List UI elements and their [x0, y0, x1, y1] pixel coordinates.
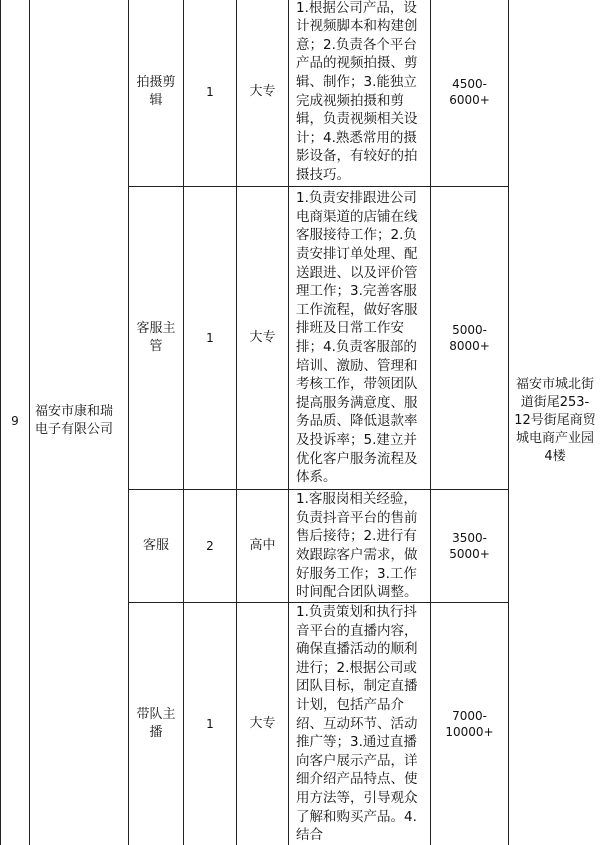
job-count: 2 [184, 490, 237, 603]
job-education: 大专 [237, 0, 289, 187]
table-row [1, 0, 601, 187]
job-title: 客服主管 [129, 187, 184, 490]
job-salary: 3500-5000+ [431, 490, 509, 603]
job-count: 1 [184, 0, 237, 187]
job-description: 1.负责安排跟进公司电商渠道的店铺在线客服接待工作；2.负责安排订单处理、配送跟进、以及评价管理工作；3.完善客服工作流程，做好客服排班及日常工作安排；4.负责客服部的培训、激励、管理和考核工作，带领团队提高服务满意度、服务品质、降低退款率及投诉率；5.建立并优化客户服务流程及体系。 [289, 187, 431, 490]
job-salary: 4500-6000+ [431, 0, 509, 187]
job-title: 拍摄剪辑 [129, 0, 184, 187]
job-description: 1.负责策划和执行抖音平台的直播内容，确保直播活动的顺利进行；2.根据公司或团队目标，制定直播计划，包括产品介绍、互动环节、活动推广等；3.通过直播向客户展示产品，详细介绍产品特点、使用方法等，引导观众了解和购买产品。4.结合 [289, 603, 431, 845]
job-title: 客服 [129, 490, 184, 603]
job-education: 大专 [237, 187, 289, 490]
job-description: 1.根据公司产品，设计视频脚本和构建创意；2.负责各个平台产品的视频拍摄、剪辑、制作；3.能独立完成视频拍摄和剪辑，负责视频相关设计；4.熟悉常用的摄影设备，有较好的拍摄技巧。 [289, 0, 431, 187]
job-description: 1.客服岗相关经验，负责抖音平台的售前售后接待；2.进行有效跟踪客户需求，做好服务工作；3.工作时间配合团队调整。 [289, 490, 431, 603]
job-title: 带队主播 [129, 603, 184, 845]
work-address: 福安市城北街道街尾253-12号街尾商贸城电商产业园4楼 [509, 0, 601, 845]
job-count: 1 [184, 187, 237, 490]
job-education: 大专 [237, 603, 289, 845]
job-salary: 7000-10000+ [431, 603, 509, 845]
row-index: 9 [1, 0, 30, 845]
company-name: 福安市康和瑞电子有限公司 [30, 0, 129, 845]
job-count: 1 [184, 603, 237, 845]
job-education: 高中 [237, 490, 289, 603]
job-salary: 5000-8000+ [431, 187, 509, 490]
